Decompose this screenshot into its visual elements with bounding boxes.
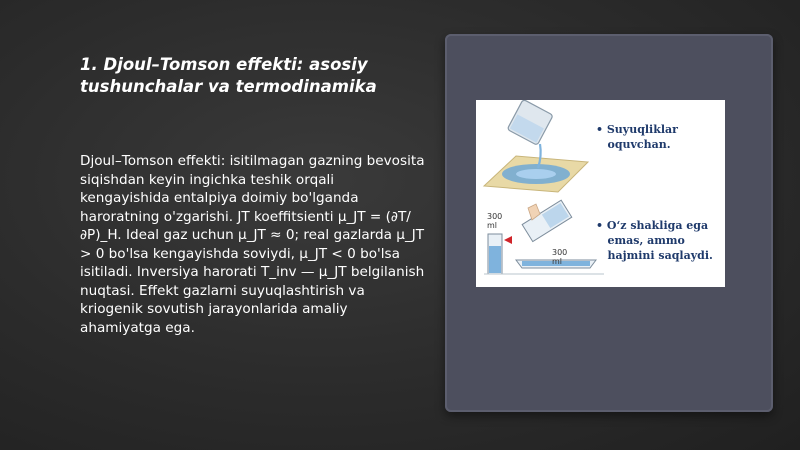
slide-title: 1. Djoul–Tomson effekti: asosiy tushunchalar va termodinamika xyxy=(80,55,377,96)
tray-volume-label: 300 ml xyxy=(552,248,568,266)
liquid-properties-figure xyxy=(476,100,725,287)
level-marker-icon xyxy=(504,236,512,244)
pouring-container xyxy=(522,200,572,241)
figure-bullet-shape: • O‘z shakliga ega emas, ammo hajmini saqlaydi. xyxy=(596,219,713,262)
pouring-glass xyxy=(507,100,553,145)
figure-bullet-fluidity: • Suyuqliklar oquvchan. xyxy=(596,123,678,151)
cylinder-volume-label: 300 ml xyxy=(487,212,503,230)
cylinder-liquid xyxy=(489,246,501,273)
slide-body-text: Djoul–Tomson effekti: isitilmagan gazning bevosita siqishdan keyin ingichka teshik orqali kengayishida entalpiya doimiy bo'lganda haroratning o'zgarishi. JT koeffitsienti μ_JT = (∂T/∂P)_H. Ideal gaz uchun μ_JT ≈ 0; real gazlarda μ_JT > 0 bo'lsa kengayishda soviydi, μ_JT < 0 bo'lsa isitiladi. Inversiya harorati T_inv — μ_JT belgilanish nuqtasi. Effekt gazlarni suyuqlashtirish va kriogenik sovutish jarayonlarida amaliy ahamiyatga ega. xyxy=(80,153,425,336)
water-puddle-highlight xyxy=(516,169,556,179)
